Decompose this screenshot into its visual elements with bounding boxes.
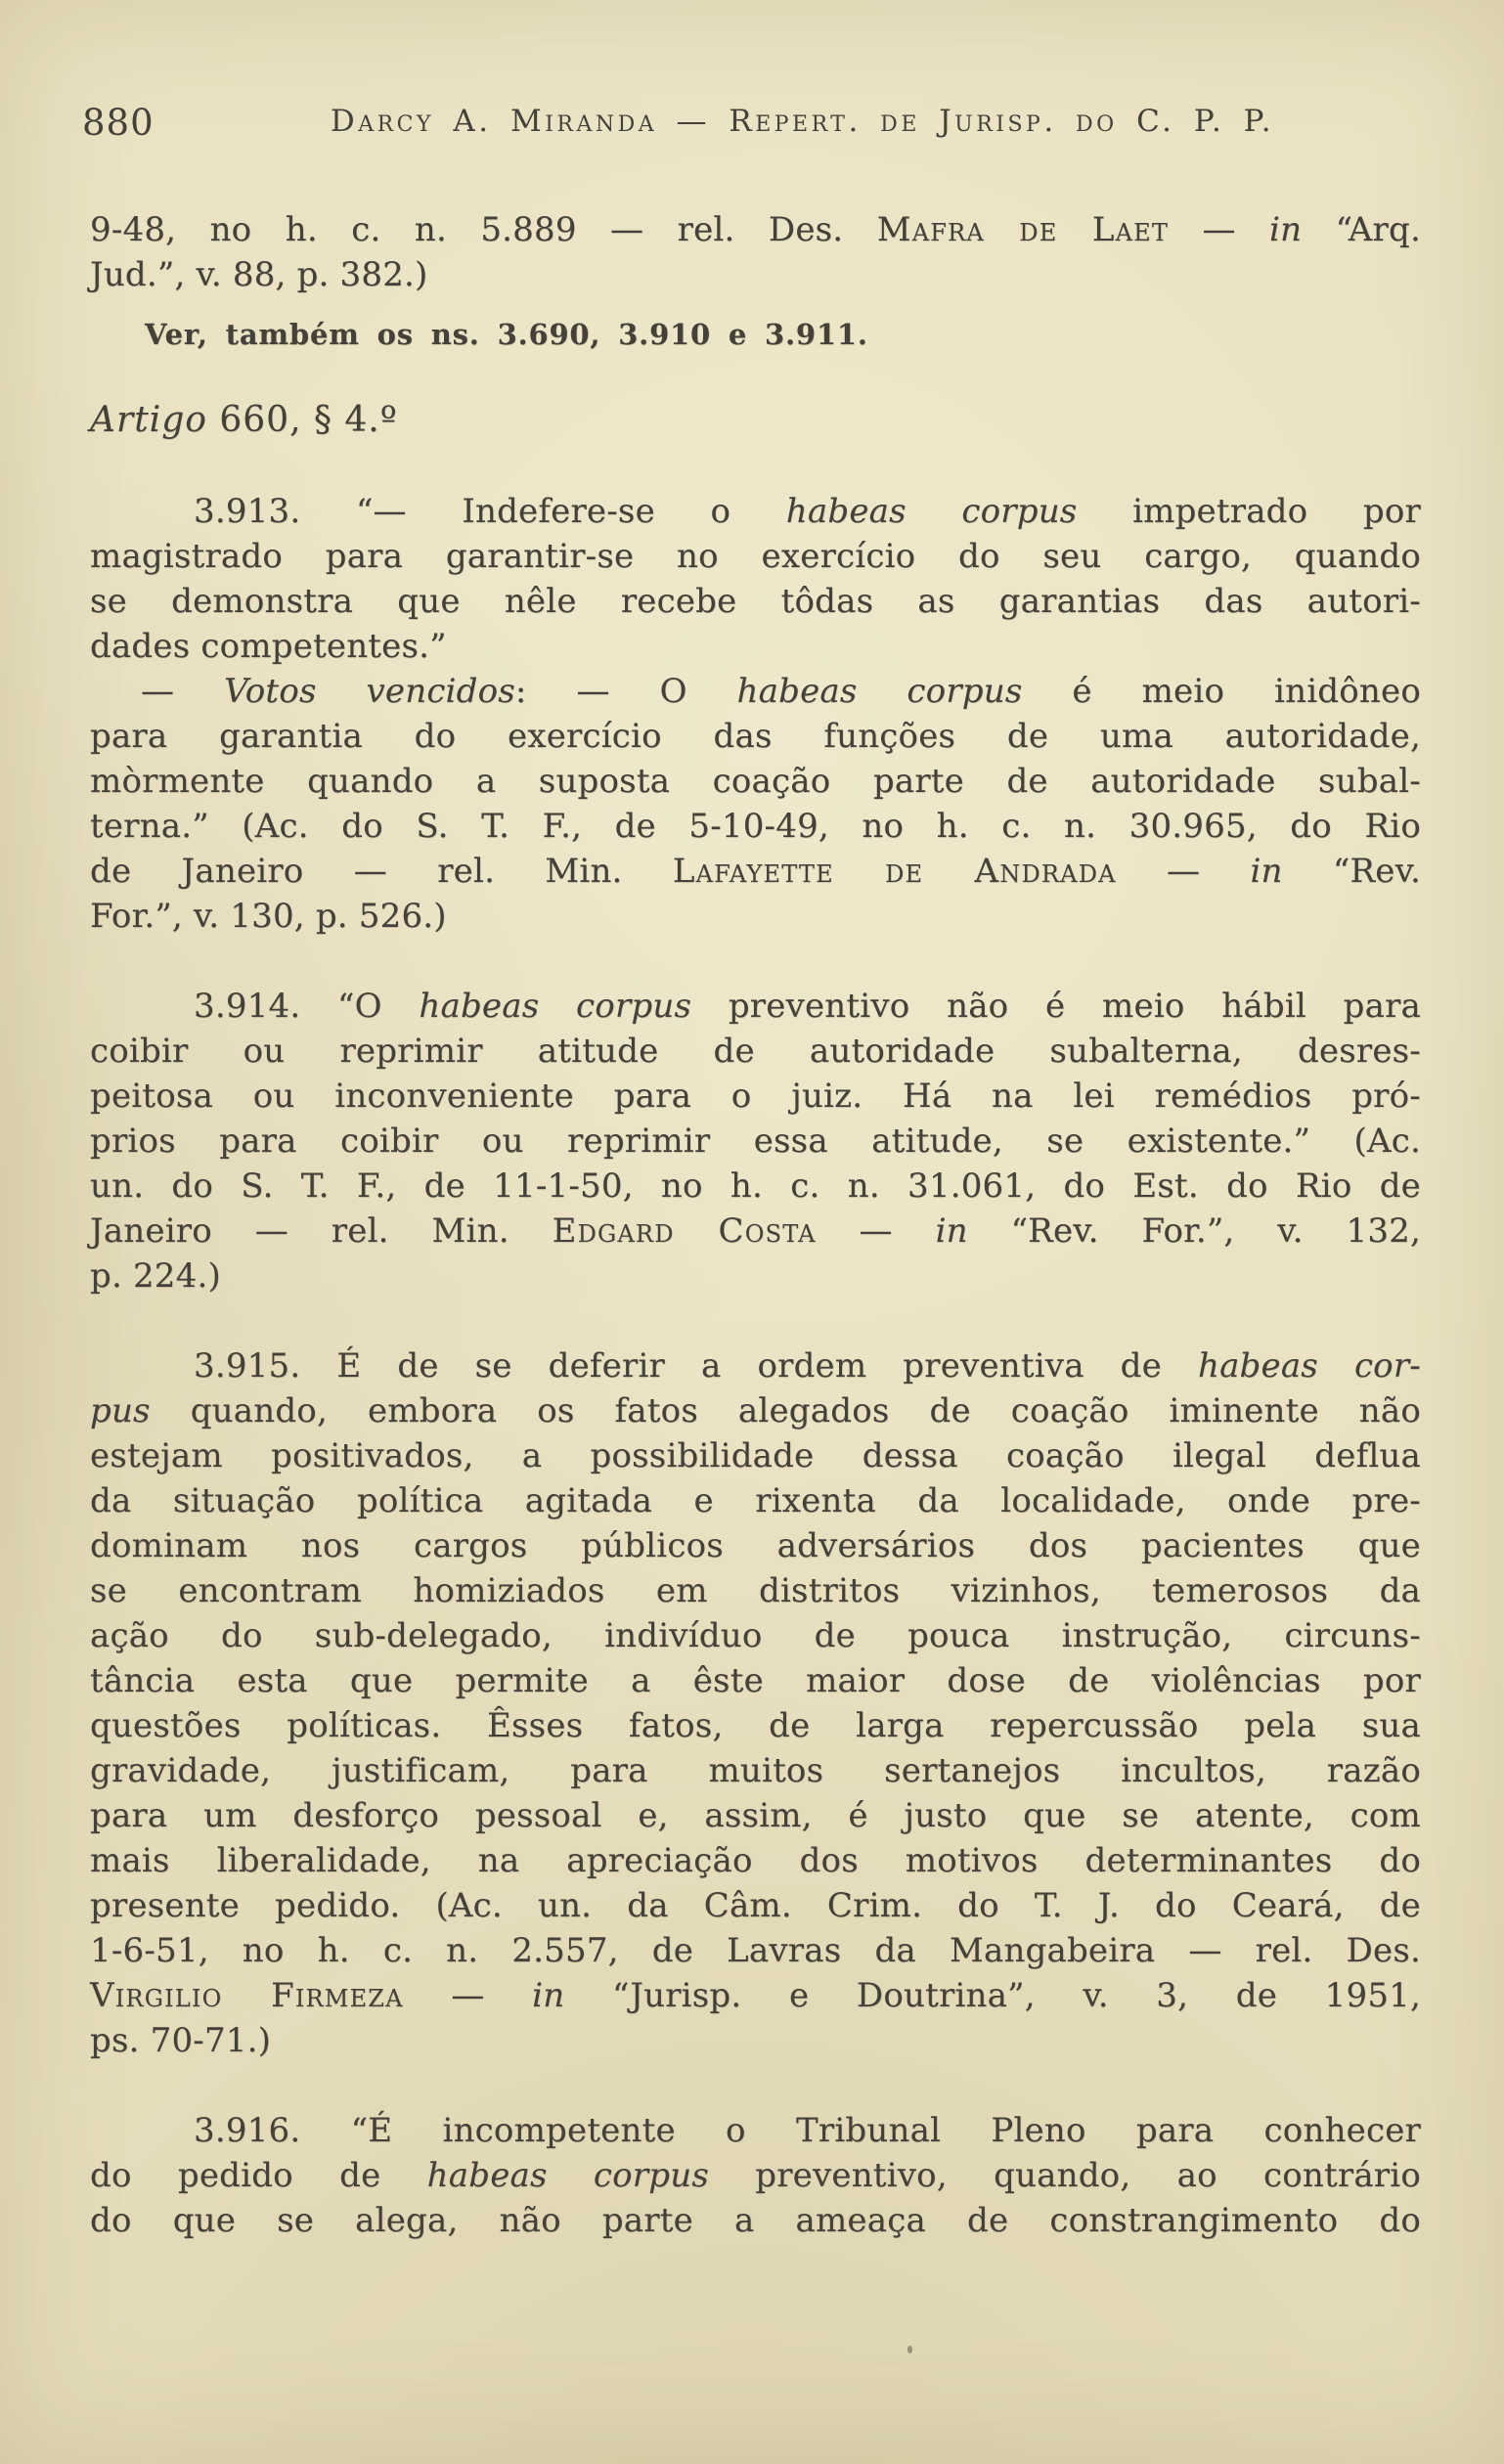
text-line [90,397,1421,444]
text-segment: : — O [514,672,737,711]
text-segment: se demonstra que nêle recebe tôdas as garantias das autori- [90,582,1421,621]
text-segment: — [1169,210,1270,249]
text-segment: “Rev. For.”, v. 132, [967,1211,1422,1251]
running-title: Darcy A. Miranda — Repert. de Jurisp. do C. P. P. [330,104,1275,139]
text-segment: se encontram homiziados em distritos vizinhos, temerosos da [90,1571,1421,1610]
text-segment: peitosa ou inconveniente para o juiz. Há na lei remédios pró- [90,1077,1421,1116]
text-segment: é meio inidôneo [1022,672,1421,711]
text-segment: ps. 70-71.) [90,2021,272,2060]
text-line [90,2198,1421,2243]
text-segment: para um desforço pessoal e, assim, é justo que se atente, com [90,1796,1421,1835]
italic-text: habeas corpus [785,492,1078,531]
text-line [90,714,1421,759]
text-line [90,1478,1421,1523]
text-line [90,984,1421,1029]
text-line [90,1613,1421,1658]
text-segment: Ver, também os ns. 3.690, 3.910 e 3.911. [145,318,868,351]
italic-text: in [1250,852,1283,891]
text-segment: “Arq. [1302,210,1421,249]
italic-text: pus [90,1391,151,1430]
note [145,315,1421,354]
text-segment: mais liberalidade, na apreciação dos motivos determinantes do [90,1841,1421,1880]
section-heading [90,397,1421,444]
text-segment: — [816,1211,936,1251]
text-segment: magistrado para garantir-se no exercício do seu cargo, quando [90,537,1421,576]
italic-text: Artigo [90,400,207,440]
page-header [82,0,1421,147]
text-segment: “Rev. [1282,852,1421,891]
text-segment: gravidade, justificam, para muitos sertanejos incultos, razão [90,1751,1421,1790]
text-segment: da situação política agitada e rixenta da localidade, onde pre- [90,1481,1421,1520]
text-segment: prios para coibir ou reprimir essa atitude, se existente.” (Ac. [90,1122,1421,1161]
text-segment: Janeiro — rel. Min. [90,1211,553,1251]
paragraph [90,489,1421,669]
text-segment: coibir ou reprimir atitude de autoridade subalterna, desres- [90,1032,1421,1071]
text-line [90,489,1421,534]
text-segment: un. do S. T. F., de 11-1-50, no h. c. n. 31.061, do Est. do Rio de [90,1166,1421,1206]
text-segment: For.”, v. 130, p. 526.) [90,897,447,936]
text-segment: do que se alega, não parte a ameaça de constrangimento do [90,2201,1421,2240]
text-segment: para garantia do exercício das funções de uma autoridade, [90,717,1421,756]
text-line [90,207,1421,252]
text-line [90,1119,1421,1164]
text-line [90,2108,1421,2153]
text-line [90,579,1421,624]
text-segment: 3.915. É de se deferir a ordem preventiva de [194,1346,1198,1386]
italic-text: in [532,1976,565,2015]
italic-text: in [1269,210,1303,249]
text-segment: preventivo não é meio hábil para [691,987,1421,1026]
text-line [90,1433,1421,1478]
text-segment: — [1116,852,1251,891]
text-line [90,2018,1421,2063]
scan-speck [907,2346,912,2354]
text-segment: 3.913. “— Indefere-se o [194,492,786,531]
text-line [90,1658,1421,1703]
text-line [90,1928,1421,1973]
italic-text: Votos vencidos [224,672,515,711]
italic-text: habeas cor- [1197,1346,1421,1386]
text-segment: tância esta que permite a êste maior dose de violências por [90,1661,1421,1700]
text-line [90,252,1421,297]
text-line [90,2153,1421,2198]
paragraph-connected [90,669,1421,939]
text-segment: impetrado por [1077,492,1421,531]
text-line [90,1793,1421,1838]
text-segment: 1-6-51, no h. c. n. 2.557, de Lavras da Mangabeira — rel. Des. [90,1931,1421,1970]
text-line [90,1074,1421,1119]
text-line [90,804,1421,849]
text-segment: — [403,1976,533,2015]
text-segment: terna.” (Ac. do S. T. F., de 5-10-49, no h. c. n. 30.965, do Rio [90,807,1421,846]
text-segment: preventivo, quando, ao contrário [708,2156,1421,2195]
text-segment: presente pedido. (Ac. un. da Câm. Crim. do T. J. do Ceará, de [90,1886,1421,1925]
smallcaps-name: Mafra de Laet [876,210,1170,249]
text-segment: dominam nos cargos públicos adversários dos pacientes que [90,1526,1421,1565]
text-line [90,759,1421,804]
text-segment: mòrmente quando a suposta coação parte de autoridade subal- [90,762,1421,801]
text-line [90,1209,1421,1254]
text-line [90,1973,1421,2018]
smallcaps-name: Edgard Costa [552,1211,817,1251]
text-line [90,1164,1421,1209]
paragraph [90,984,1421,1298]
text-segment: Jud.”, v. 88, p. 382.) [90,255,428,294]
italic-text: habeas corpus [426,2156,709,2195]
text-line [90,849,1421,894]
text-line [90,894,1421,939]
text-segment: estejam positivados, a possibilidade dessa coação ilegal deflua [90,1436,1421,1475]
text-segment: de Janeiro — rel. Min. [90,852,673,891]
text-line [90,669,1421,714]
text-line [90,1029,1421,1074]
text-line [90,624,1421,669]
text-block-container [90,207,1421,2243]
italic-text: in [935,1211,968,1251]
smallcaps-name: Lafayette de Andrada [672,852,1117,891]
text-line [90,1343,1421,1388]
text-line [90,1883,1421,1928]
text-segment: p. 224.) [90,1256,221,1296]
text-segment: 3.916. “É incompetente o Tribunal Pleno para conhecer [194,2111,1421,2150]
text-segment: 660, § 4.º [206,400,398,440]
page-number: 880 [82,102,155,144]
text-line [90,1748,1421,1793]
text-line [90,1703,1421,1748]
text-segment: questões políticas. Êsses fatos, de larga repercussão pela sua [90,1706,1421,1745]
text-line [90,1388,1421,1433]
text-line [90,1254,1421,1298]
text-line [90,1523,1421,1568]
paragraph [90,2108,1421,2243]
text-segment: do pedido de [90,2156,427,2195]
text-line [90,1568,1421,1613]
text-segment: — [141,672,225,711]
text-line [145,315,1421,354]
text-segment: dades competentes.” [90,627,447,666]
text-line [90,1838,1421,1883]
text-segment: ação do sub-delegado, indivíduo de pouca instrução, circuns- [90,1616,1421,1655]
text-segment: quando, embora os fatos alegados de coação iminente não [150,1391,1421,1430]
smallcaps-name: Virgilio Firmeza [90,1976,404,2015]
continuation [90,207,1421,297]
text-line [90,534,1421,579]
text-segment: 3.914. “O [194,987,420,1026]
text-segment: “Jurisp. e Doutrina”, v. 3, de 1951, [564,1976,1421,2015]
paragraph [90,1343,1421,2063]
italic-text: habeas corpus [736,672,1023,711]
text-segment: 9-48, no h. c. n. 5.889 — rel. Des. [90,210,877,249]
italic-text: habeas corpus [419,987,692,1026]
